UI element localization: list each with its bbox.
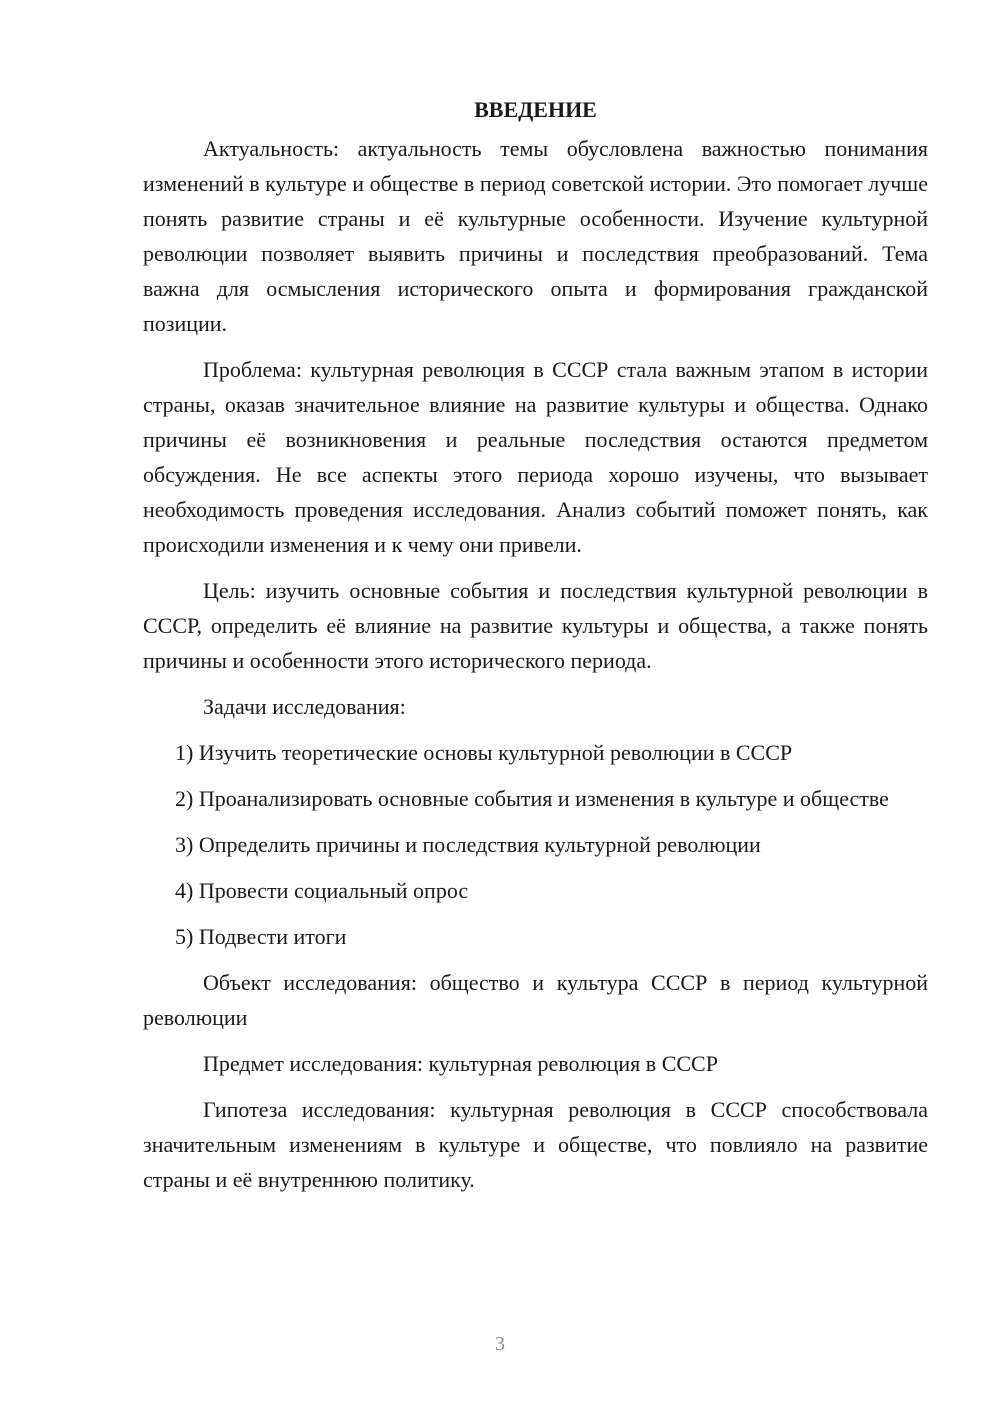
task-item-3: 3) Определить причины и последствия культурной революции (175, 832, 761, 857)
task-item-1: 1) Изучить теоретические основы культурной революции в СССР (175, 740, 793, 765)
document-title: ВВЕДЕНИЕ (474, 97, 597, 122)
paragraph-goal: Цель: изучить основные события и последствия культурной революции в СССР, определить её влияние на развитие культуры и общества, а также понять причины и особенности этого исторического периода. (143, 578, 928, 673)
paragraph-object: Объект исследования: общество и культура СССР в период культурной революции (143, 970, 928, 1030)
paragraph-problem: Проблема: культурная революция в СССР стала важным этапом в истории страны, оказав значительное влияние на развитие культуры и общества. Однако причины её возникновения и реальные последствия остаются предметом обсуждения. Не все аспекты этого периода хорошо изучены, что вызывает необходимость проведения исследования. Анализ событий поможет понять, как происходили изменения и к чему они привели. (143, 357, 928, 557)
tasks-heading: Задачи исследования: (203, 694, 406, 719)
paragraph-subject: Предмет исследования: культурная революция в СССР (203, 1051, 718, 1076)
document-page (143, 92, 928, 1208)
task-item-4: 4) Провести социальный опрос (175, 878, 469, 903)
paragraph-hypothesis: Гипотеза исследования: культурная революция в СССР способствовала значительным изменениям в культуре и обществе, что повлияло на развитие страны и её внутреннюю политику. (143, 1097, 928, 1192)
task-item-2: 2) Проанализировать основные события и изменения в культуре и обществе (175, 786, 889, 811)
task-item-5: 5) Подвести итоги (175, 924, 347, 949)
paragraph-relevance: Актуальность: актуальность темы обусловлена важностью понимания изменений в культуре и обществе в период советской истории. Это помогает лучше понять развитие страны и её культурные особенности. Изучение культурной революции позволяет выявить причины и последствия преобразований. Тема важна для осмысления исторического опыта и формирования гражданской позиции. (143, 136, 928, 336)
page-number: 3 (495, 1333, 505, 1355)
